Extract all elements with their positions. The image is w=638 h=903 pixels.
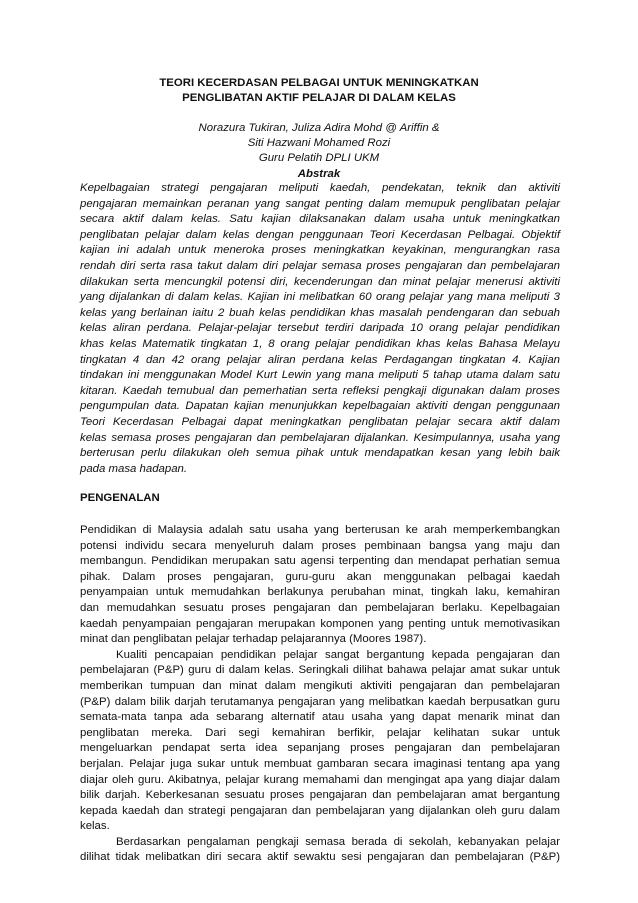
body-line: dilihat tidak melibatkan diri secara aktif sewaktu sesi pengajaran dan pembelajaran (P&P) <box>80 851 560 864</box>
author-block <box>80 121 558 166</box>
abstract-line: kelas aliran perdana. Pelajar-pelajar tersebut terdiri daripada 10 orang pelajar pendidikan <box>80 322 560 335</box>
body-line: Pendidikan di Malaysia adalah satu usaha yang berterusan ke arah memperkembangkan <box>80 524 560 536</box>
paper-title <box>80 76 558 105</box>
body-line: membangun. Pendidikan merupakan satu agensi terpenting dan mendapat perhatian semua <box>80 555 560 568</box>
abstract-line: kelas yang berlainan iaitu 2 buah kelas pendidikan khas masalah pendengaran dan sebuah <box>80 306 560 319</box>
body-line: bilik darjah. Keberkesanan sesuatu proses pengajaran dan pembelajaran amat bergantung <box>80 789 560 802</box>
body-line: berjalan. Pelajar juga sukar untuk membuat gambaran secara imaginasi tentang apa yang <box>80 757 560 770</box>
body-line: dan memudahkan sesuatu proses pengajaran dan pembelajaran berlaku. Kepelbagaian <box>80 601 560 614</box>
abstract-line: pengajaran memainkan peranan yang sangat penting dalam memupuk penglibatan pelajar <box>80 197 560 210</box>
section-body <box>80 523 560 866</box>
abstract-line: kelas semasa proses pengajaran dan pembelajaran dijalankan. Kesimpulannya, usaha yang <box>80 431 560 444</box>
body-line: kepada kaedah dan strategi pengajaran dan pembelajaran yang dijalankan oleh guru dalam <box>80 804 560 817</box>
abstract-line: Kepelbagaian strategi pengajaran meliputi kaedah, pendekatan, teknik dan aktiviti <box>80 182 560 194</box>
body-line: kelas. <box>80 820 110 833</box>
abstract-heading: Abstrak <box>297 168 341 180</box>
abstract-line: khas kelas Matematik tingkatan 1, 8 orang pelajar pendidikan khas kelas Bahasa Melayu <box>80 337 560 350</box>
body-line: pembelajaran (P&P) guru di dalam kelas. Seringkali dilihat bahawa pelajar amat sukar untuk <box>80 664 560 677</box>
abstract-line: berterusan perlu dilakukan oleh semua pihak untuk mendapatkan kesan yang lebih baik <box>80 447 560 460</box>
abstract-line: rendah diri serta rasa takut dalam diri pelajar semasa proses pengajaran dan pembelajaran <box>80 259 560 272</box>
abstract-line: kitaran. Kaedah temubual dan pemerhatian serta refleksi pengkaji digunakan dalam proses <box>80 384 560 397</box>
paper-title-line: TEORI KECERDASAN PELBAGAI UNTUK MENINGKATKAN <box>159 77 479 89</box>
body-line: minat dan penglibatan pelajar terhadap pelajarannya (Moores 1987). <box>80 633 427 646</box>
body-line: penyampaian untuk memudahkan berlakunya perubahan minat, tingkah laku, kemahiran <box>80 586 560 599</box>
body-line: pihak. Dalam proses pengajaran, guru-guru akan menggunakan pelbagai kaedah <box>80 570 560 583</box>
abstract-line: secara aktif dalam kelas. Satu kajian dilaksanakan dalam usaha untuk meningkatkan <box>80 213 560 226</box>
abstract-line: pada masa hadapan. <box>80 462 188 475</box>
body-line: Berdasarkan pengalaman pengkaji semasa berada di sekolah, kebanyakan pelajar <box>116 835 560 848</box>
abstract-line: penglibatan pelajar dalam kelas dengan penggunaan Teori Kecerdasan Pelbagai. Objektif <box>80 228 560 241</box>
abstract-line: Teori Kecerdasan Pelbagai dapat meningkatkan penglibatan pelajar secara aktif dalam <box>80 415 560 428</box>
body-line: Kualiti pencapaian pendidikan pelajar sangat bergantung kepada pengajaran dan <box>116 648 560 661</box>
abstract-line: tingkatan 4 dan 42 orang pelajar aliran perdana kelas Perdagangan tingkatan 4. Kajian <box>80 353 560 366</box>
body-line: penglibatan mereka. Dari segi kemahiran berfikir, pelajar kelihatan sukar untuk <box>80 726 560 739</box>
abstract-body <box>80 181 560 477</box>
body-line: mengeluarkan pendapat serta idea sepanjang proses pengajaran dan pembelajaran <box>80 742 560 755</box>
section-heading: PENGENALAN <box>80 492 160 504</box>
abstract-line: pengumpulan data. Dapatan kajian menunjukkan kepelbagaian aktiviti dengan penggunaan <box>80 400 560 413</box>
body-line: kaedah penyampaian pengajaran merupakan komponen yang penting untuk memotivasikan <box>80 617 560 630</box>
body-line: potensi individu secara menyeluruh dalam proses pembinaan bangsa yang maju dan <box>80 539 560 552</box>
paper-title-line: PENGLIBATAN AKTIF PELAJAR DI DALAM KELAS <box>182 91 456 104</box>
abstract-line: kajian ini adalah untuk meneroka proses meningkatkan keyakinan, mengurangkan rasa <box>80 244 560 257</box>
author-affiliation: Guru Pelatih DPLI UKM <box>258 152 380 164</box>
abstract-line: dilakukan serta mencungkil potensi diri, kecenderungan dan minat pelajar menerusi aktiviti <box>80 275 560 288</box>
body-line: (P&P) dalam bilik darjah terutamanya pengajaran yang melibatkan kaedah berpusatkan guru <box>80 695 560 708</box>
abstract-line: tindakan ini menggunakan Model Kurt Lewin yang mana meliputi 5 tahap utama dalam satu <box>80 369 560 382</box>
body-line: memberikan tumpuan dan minat dalam mengikuti aktiviti pengajaran dan pembelajaran <box>80 679 560 692</box>
abstract-line: yang dijalankan di dalam kelas. Kajian ini melibatkan 60 orang pelajar yang mana meliputi 3 <box>80 291 560 304</box>
author-line: Siti Hazwani Mohamed Rozi <box>247 137 391 149</box>
body-line: semata-mata tanpa ada sebarang alternatif atau usaha yang dapat menarik minat dan <box>80 711 560 724</box>
author-line: Norazura Tukiran, Juliza Adira Mohd @ Ariffin & <box>198 122 440 134</box>
body-line: diajar oleh guru. Akibatnya, pelajar kurang memahami dan mengingat apa yang diajar dalam <box>80 773 560 786</box>
